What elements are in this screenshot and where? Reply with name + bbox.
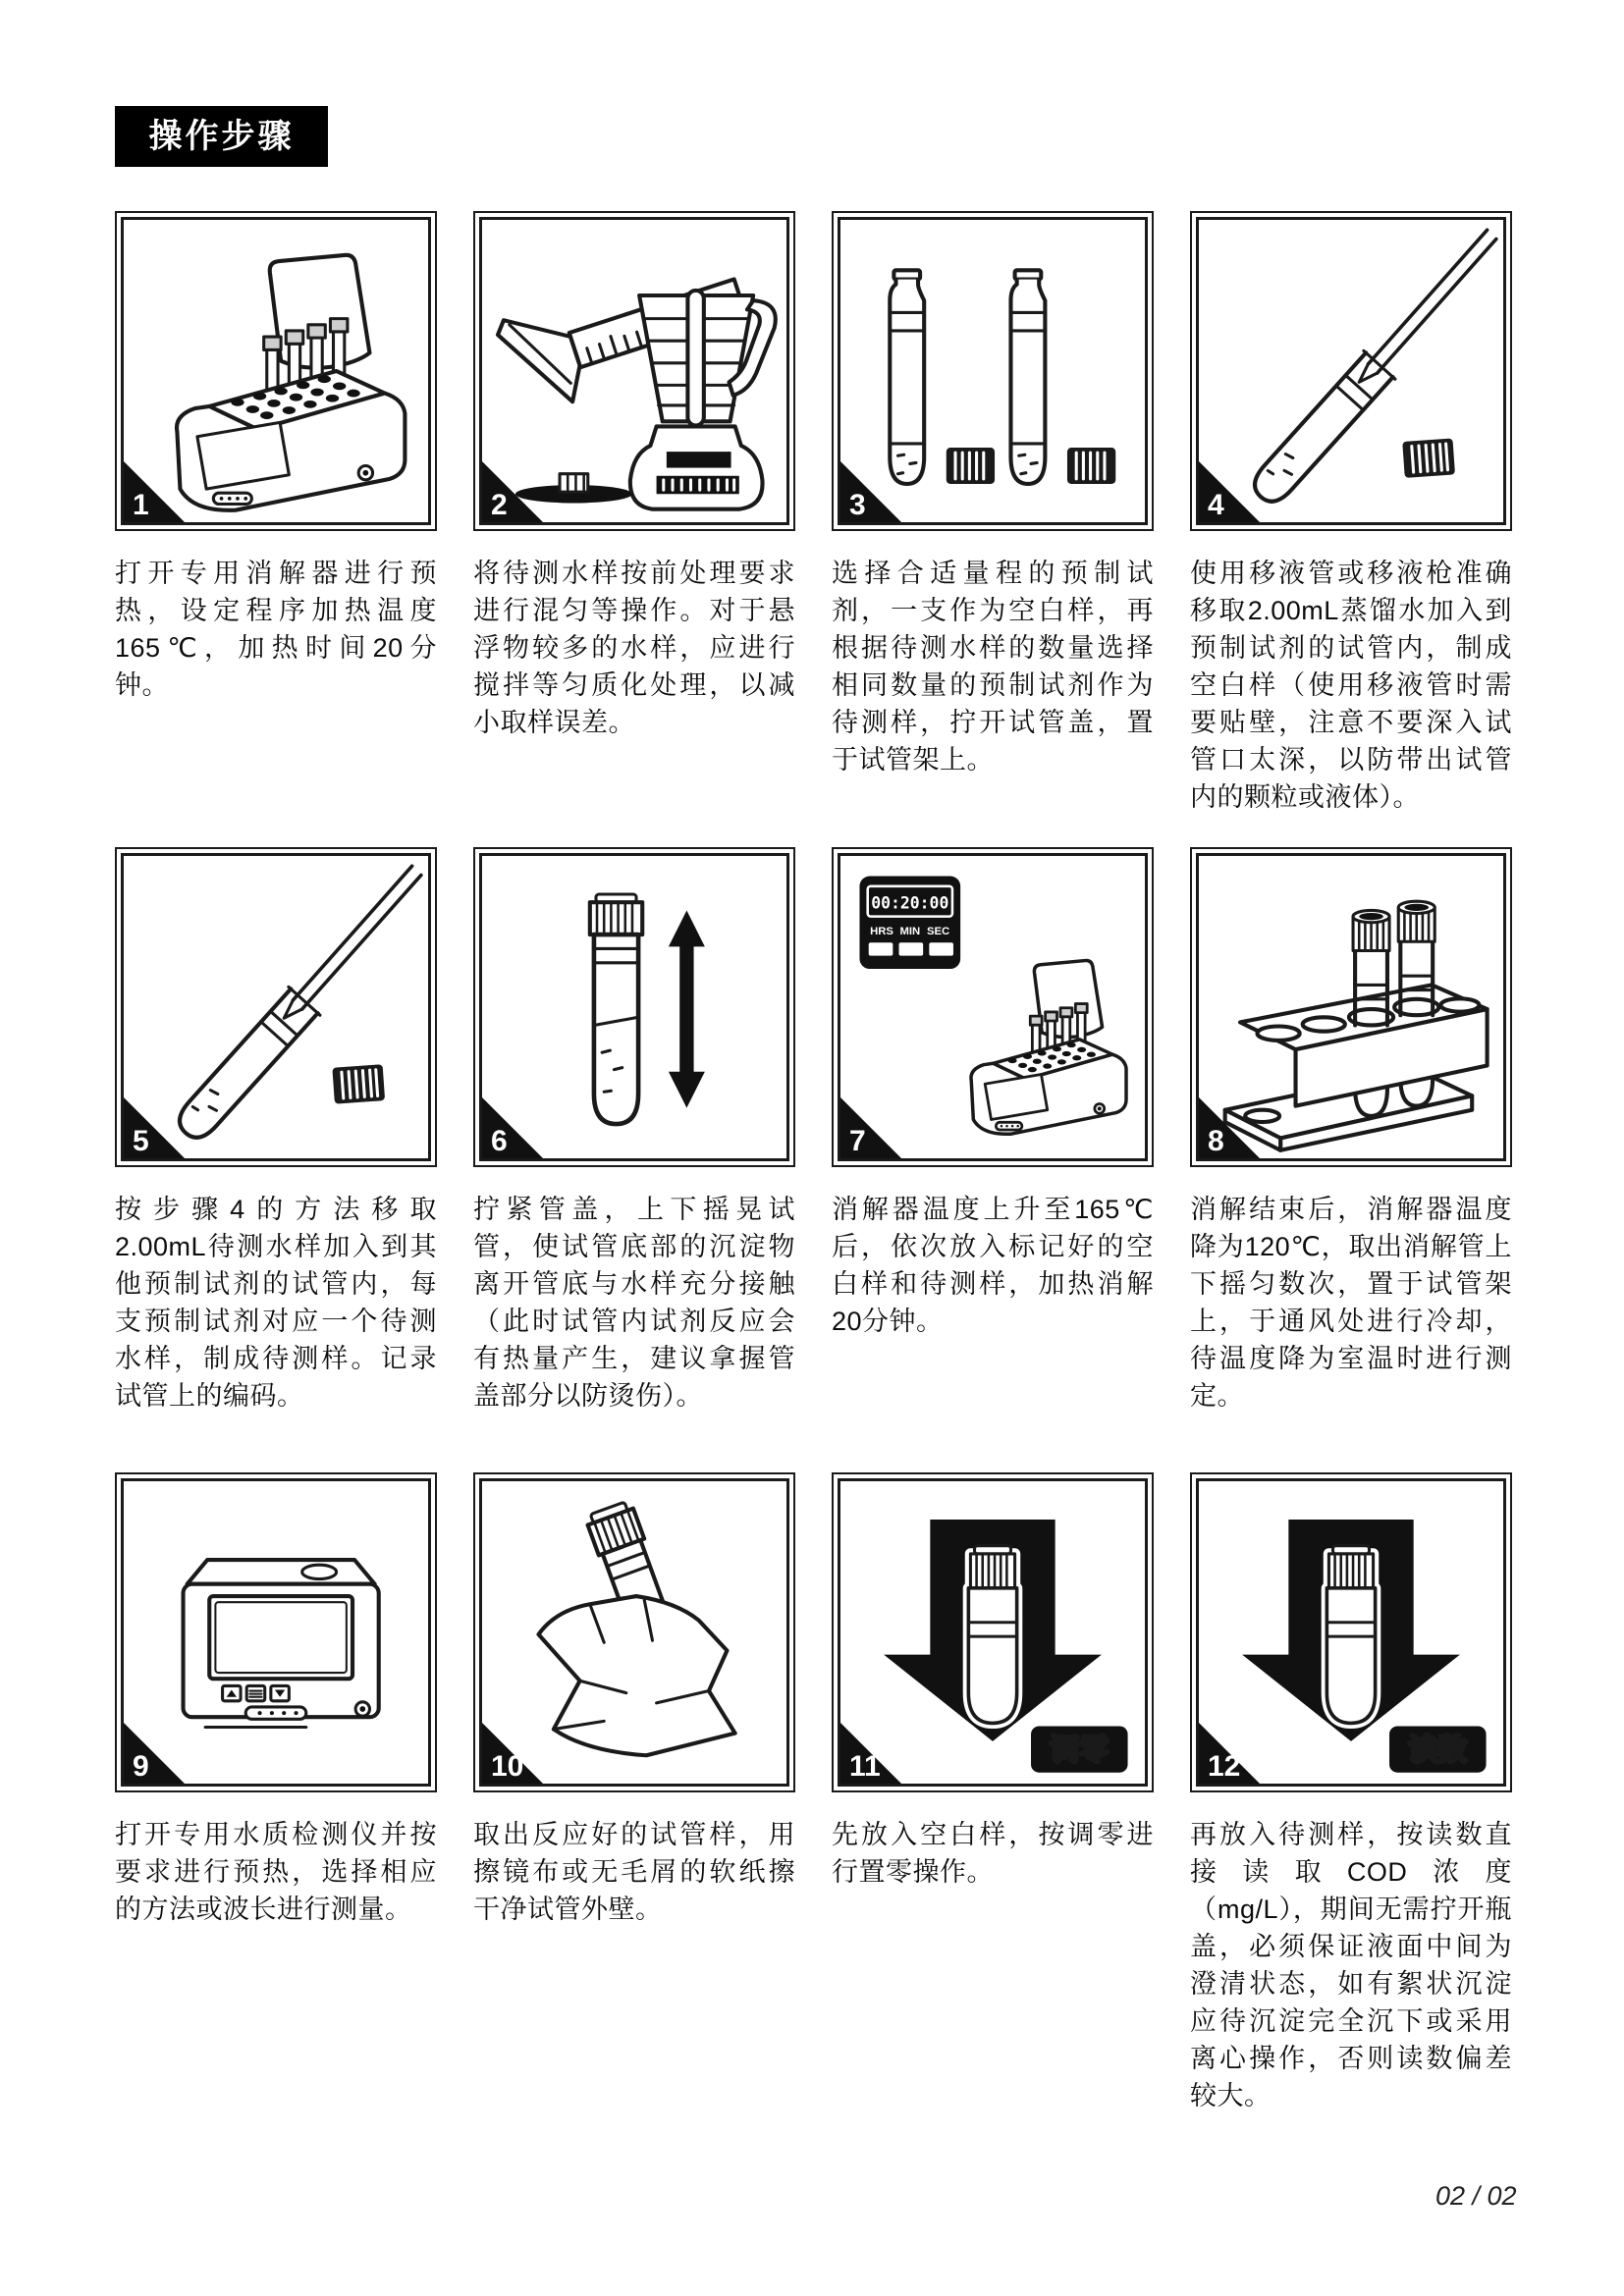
section-title: 操作步骤: [115, 106, 328, 167]
step-1-figure: [121, 217, 431, 525]
step-3-figure: [838, 217, 1148, 525]
step-5-figure: [121, 853, 431, 1161]
step-caption: 打开专用水质检测仪并按要求进行预热，选择相应的方法或波长进行测量。: [115, 1820, 437, 1924]
step-2-figure: [479, 217, 789, 525]
timer-value: 00:20:00: [871, 893, 949, 913]
step-cell-3: [832, 211, 1154, 847]
step-number: 12: [1208, 1750, 1241, 1783]
zero-label-text: 调零: [1050, 1734, 1110, 1767]
step-number: 8: [1208, 1125, 1224, 1157]
step-6-figure: [479, 853, 789, 1161]
step-number: 6: [491, 1125, 508, 1157]
step-number: 10: [491, 1750, 524, 1783]
step-caption: 使用移液管或移液枪准确移取2.00mL蒸馏水加入到预制试剂的试管内，制成空白样（使用移液管时需要贴壁，注意不要深入试管口太深，以防带出试管内的颗粒或液体）。: [1190, 559, 1512, 812]
step-caption: 打开专用消解器进行预热，设定程序加热温度165℃，加热时间20分钟。: [115, 559, 437, 700]
page-content: [115, 106, 1515, 2114]
step-number: 9: [133, 1750, 149, 1783]
step-caption: 将待测水样按前处理要求进行混匀等操作。对于悬浮物较多的水样，应进行搅拌等匀质化处理，以减小取样误差。: [473, 559, 795, 737]
step-cell-12: [1190, 1472, 1512, 2114]
step-12-figure: [1196, 1478, 1506, 1787]
step-cell-10: [473, 1472, 795, 2114]
step-8-figure: [1196, 853, 1506, 1161]
step-caption: 取出反应好的试管样，用擦镜布或无毛屑的软纸擦干净试管外壁。: [473, 1820, 795, 1924]
timer-unit-hrs: HRS: [870, 926, 893, 938]
step-cell-6: [473, 847, 795, 1472]
step-number: 7: [849, 1125, 866, 1157]
step-7-figure: [838, 853, 1148, 1161]
step-cell-5: [115, 847, 437, 1472]
step-cell-4: [1190, 211, 1512, 847]
step-cell-7: [832, 847, 1154, 1472]
step-caption: 选择合适量程的预制试剂，一支作为空白样，再根据待测水样的数量选择相同数量的预制试剂作为待测样，拧开试管盖，置于试管架上。: [832, 559, 1154, 774]
step-11-figure: [838, 1478, 1148, 1787]
step-cell-1: [115, 211, 437, 847]
step-caption: 消解结束后，消解器温度降为120℃，取出消解管上下摇匀数次，置于试管架上，于通风处进行冷却，待温度降为室温时进行测定。: [1190, 1195, 1512, 1411]
step-10-figure: [479, 1478, 789, 1787]
step-4-figure: [1196, 217, 1506, 525]
step-number: 2: [491, 489, 508, 521]
timer-unit-min: MIN: [899, 926, 921, 938]
step-caption: 先放入空白样，按调零进行置零操作。: [832, 1820, 1154, 1887]
step-caption: 拧紧管盖，上下摇晃试管，使试管底部的沉淀物离开管底与水样充分接触（此时试管内试剂反应会有热量产生，建议拿握管盖部分以防烫伤）。: [473, 1195, 795, 1411]
steps-grid: [115, 211, 1515, 2114]
step-cell-11: [832, 1472, 1154, 2114]
page-number: 02 / 02: [1435, 2181, 1517, 2211]
step-caption: 再放入待测样，按读数直接读取COD浓度（mg/L），期间无需拧开瓶盖，必须保证液面中间为澄清状态，如有絮状沉淀应待沉淀完全沉下或采用离心操作，否则读数偏差较大。: [1190, 1820, 1512, 2110]
read-label-text: 读数: [1408, 1734, 1468, 1767]
step-cell-9: [115, 1472, 437, 2114]
timer-display: [859, 877, 960, 969]
step-caption: 按步骤4的方法移取2.00mL待测水样加入到其他预制试剂的试管内，每支预制试剂对应一个待测水样，制成待测样。记录试管上的编码。: [115, 1195, 437, 1411]
step-number: 11: [849, 1750, 881, 1783]
step-9-figure: [121, 1478, 431, 1787]
step-caption: 消解器温度上升至165℃后，依次放入标记好的空白样和待测样，加热消解20分钟。: [832, 1195, 1154, 1336]
step-number: 1: [133, 489, 149, 521]
step-cell-2: [473, 211, 795, 847]
step-cell-8: [1190, 847, 1512, 1472]
step-number: 4: [1208, 489, 1224, 521]
timer-unit-sec: SEC: [926, 926, 950, 938]
step-number: 5: [133, 1125, 149, 1157]
step-number: 3: [849, 489, 866, 521]
